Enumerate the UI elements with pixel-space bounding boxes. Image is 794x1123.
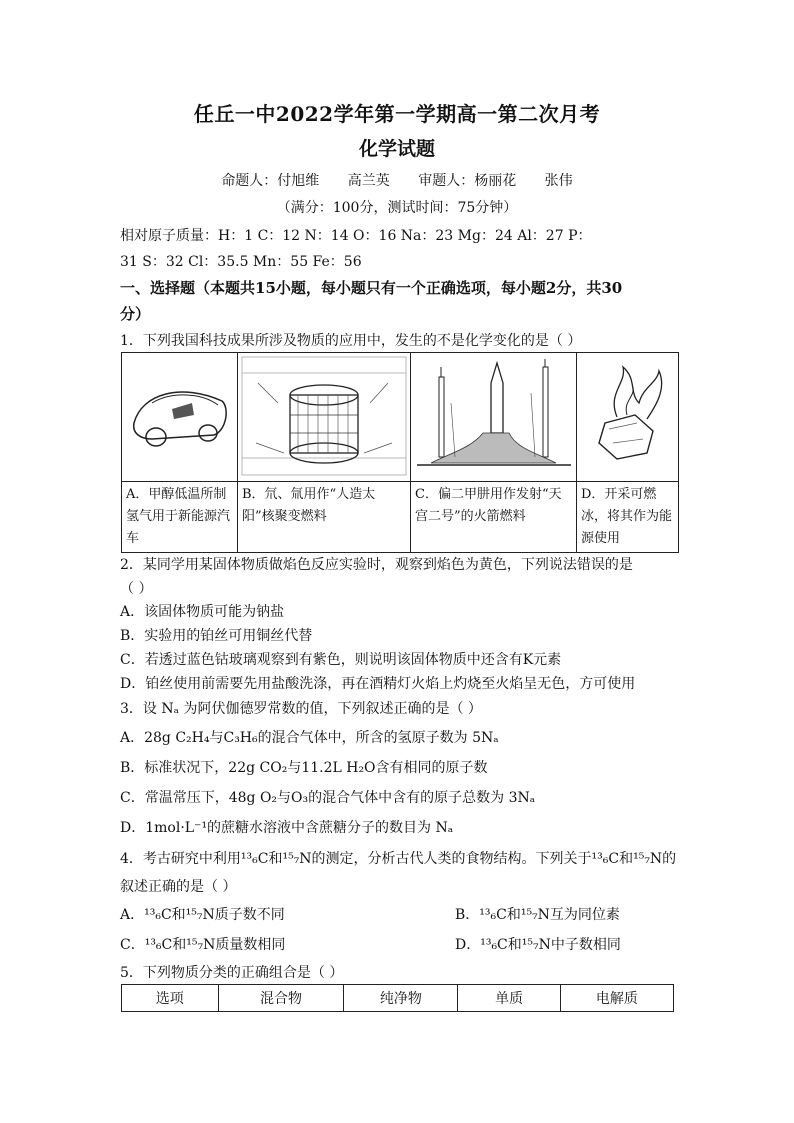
q1-image-c xyxy=(411,353,577,482)
q5-stem: 5．下列物质分类的正确组合是（ ） xyxy=(120,965,344,981)
q5-header-electrolyte: 电解质 xyxy=(560,985,673,1012)
fusion-reactor-icon xyxy=(238,353,410,481)
q2-stem-2: （ ） xyxy=(120,581,153,597)
q2-option-c: C．若透过蓝色钴玻璃观察到有紫色，则说明该固体物质中还含有K元素 xyxy=(120,652,562,668)
q5-header-option: 选项 xyxy=(122,985,219,1012)
author-1: 命题人：付旭维 xyxy=(221,173,320,189)
burning-ice-icon xyxy=(577,353,678,481)
section-heading-1: 一、选择题（本题共15小题，每小题只有一个正确选项，每小题2分，共30 xyxy=(120,279,623,297)
author-2: 高兰英 xyxy=(347,173,390,189)
reviewer-1: 审题人：杨丽花 xyxy=(418,173,517,189)
q3-stem: 3．设 Nₐ 为阿伏伽德罗常数的值，下列叙述正确的是（ ） xyxy=(120,701,482,717)
q4-option-a: A．¹³₆C和¹⁵₇N质子数不同 xyxy=(120,907,285,923)
q3-option-d: D．1mol·L⁻¹的蔗糖水溶液中含蔗糖分子的数目为 Nₐ xyxy=(120,820,454,836)
q5-header-row xyxy=(122,985,674,1012)
q1-image-table xyxy=(121,352,679,553)
q1-option-d: D．开采可燃冰，将其作为能源使用 xyxy=(577,482,679,553)
reviewer-2: 张伟 xyxy=(544,173,573,189)
q2-option-a: A．该固体物质可能为钠盐 xyxy=(120,604,285,620)
q4-stem-1: 4．考古研究中利用¹³₆C和¹⁵₇N的测定，分析古代人类的食物结构。下列关于¹³₆C和¹⁵₇N的 xyxy=(120,851,677,867)
q2-option-b: B．实验用的铂丝可用铜丝代替 xyxy=(120,628,313,644)
score-info: （满分：100分，测试时间：75分钟） xyxy=(276,200,518,216)
exam-subtitle: 化学试题 xyxy=(358,138,435,160)
q4-option-d: D．¹³₆C和¹⁵₇N中子数相同 xyxy=(455,937,621,953)
car-icon xyxy=(122,353,237,481)
q1-option-b: B．氘、氚用作“人造太阳”核聚变燃料 xyxy=(238,482,411,553)
rocket-launch-icon xyxy=(411,353,576,481)
q5-header-pure: 纯净物 xyxy=(344,985,458,1012)
q2-stem-1: 2．某同学用某固体物质做焰色反应实验时，观察到焰色为黄色，下列说法错误的是 xyxy=(120,557,633,573)
q1-image-a xyxy=(122,353,238,482)
authors-line xyxy=(0,170,794,190)
q3-option-a: A．28g C₂H₄与C₃H₆的混合气体中，所含的氢原子数为 5Nₐ xyxy=(120,730,499,746)
section-heading-2: 分） xyxy=(120,305,151,323)
q1-option-a: A．甲醇低温所制氢气用于新能源汽车 xyxy=(122,482,238,553)
q5-header-mixture: 混合物 xyxy=(218,985,344,1012)
q1-option-c: C．偏二甲肼用作发射“天宫二号”的火箭燃料 xyxy=(411,482,577,553)
q4-option-c: C．¹³₆C和¹⁵₇N质量数相同 xyxy=(120,937,286,953)
q5-table xyxy=(121,984,674,1012)
q3-option-c: C．常温常压下，48g O₂与O₃的混合气体中含有的原子总数为 3Nₐ xyxy=(120,790,536,806)
q4-option-b: B．¹³₆C和¹⁵₇N互为同位素 xyxy=(455,907,620,923)
exam-title: 任丘一中2022学年第一学期高一第二次月考 xyxy=(193,102,601,126)
q1-image-d xyxy=(577,353,679,482)
atomic-mass-line-2: 31 S：32 Cl：35.5 Mn：55 Fe：56 xyxy=(120,254,362,270)
q2-option-d: D．铂丝使用前需要先用盐酸洗涤，再在酒精灯火焰上灼烧至火焰呈无色，方可使用 xyxy=(120,676,636,692)
atomic-mass-line-1: 相对原子质量：H：1 C：12 N：14 O：16 Na：23 Mg：24 Al：27 P： xyxy=(120,228,592,244)
q3-option-b: B．标准状况下，22g CO₂与11.2L H₂O含有相同的原子数 xyxy=(120,760,488,776)
q4-stem-2: 叙述正确的是（ ） xyxy=(120,879,237,895)
q1-image-b xyxy=(238,353,411,482)
q1-stem: 1．下列我国科技成果所涉及物质的应用中，发生的不是化学变化的是（ ） xyxy=(120,333,582,349)
q5-header-element: 单质 xyxy=(458,985,560,1012)
